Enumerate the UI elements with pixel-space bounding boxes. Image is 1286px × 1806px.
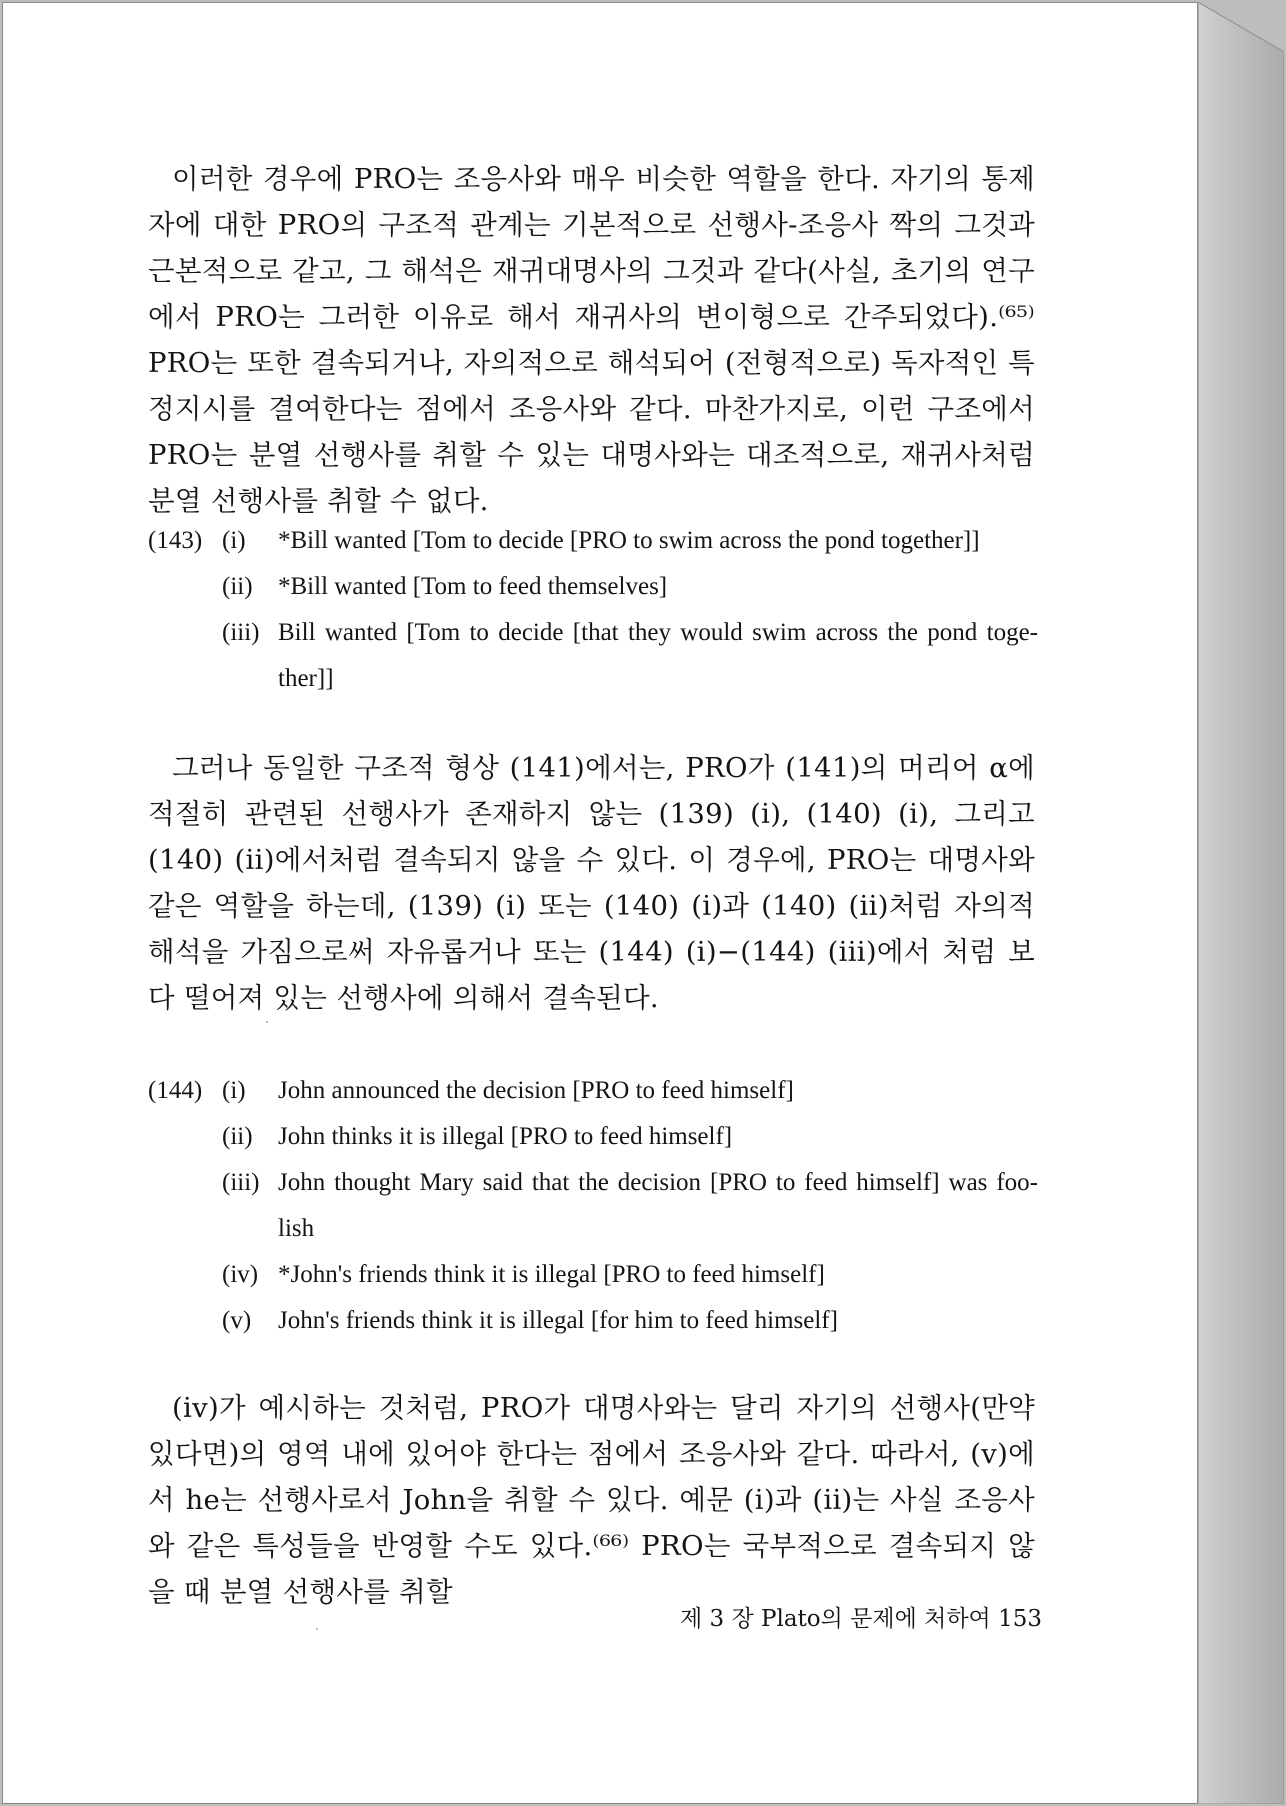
example-143-item-1 bbox=[148, 518, 1038, 564]
example-144 bbox=[148, 1068, 1038, 1344]
example-item-text: John thought Mary said that the decision [PRO to feed himself] was foo-lish bbox=[278, 1169, 1038, 1242]
example-144-item-2 bbox=[148, 1114, 1038, 1160]
example-144-item-3 bbox=[148, 1160, 1038, 1252]
example-item-text: John thinks it is illegal [PRO to feed himself] bbox=[278, 1123, 733, 1150]
example-144-item-5 bbox=[148, 1298, 1038, 1344]
page-footer bbox=[652, 1599, 1042, 1639]
example-143 bbox=[148, 518, 1038, 702]
example-144-item-4 bbox=[148, 1252, 1038, 1298]
print-speck bbox=[266, 1021, 268, 1023]
example-item-label: (ii) bbox=[222, 573, 253, 600]
example-number: (144) bbox=[148, 1077, 203, 1104]
example-143-item-2 bbox=[148, 564, 1038, 610]
page-number: 153 bbox=[998, 1606, 1042, 1632]
example-item-label: (i) bbox=[222, 1077, 246, 1104]
example-item-text: *Bill wanted [Tom to feed themselves] bbox=[278, 573, 668, 600]
example-item-text: John announced the decision [PRO to feed himself] bbox=[278, 1077, 794, 1104]
example-item-text: *Bill wanted [Tom to decide [PRO to swim across the pond together]] bbox=[278, 527, 980, 554]
example-item-label: (i) bbox=[222, 527, 246, 554]
example-item-label: (iv) bbox=[222, 1261, 259, 1288]
running-head: 제 3 장 Plato의 문제에 처하여 bbox=[679, 1606, 991, 1632]
paragraph-3: (iv)가 예시하는 것처럼, PRO가 대명사와는 달리 자기의 선행사(만약 있다면)의 영역 내에 있어야 한다는 점에서 조응사와 같다. 따라서, (v)에서 he는 선행사로서 John을 취할 수 있다. 예문 (i)과 (ii)는 사실 조응사와 같은 특성들을 반영할 수도 있다.⁽⁶⁶⁾ PRO는 국부적으로 결속되지 않을 때 분열 선행사를 취할 bbox=[148, 1392, 1035, 1608]
example-item-text: *John's friends think it is illegal [PRO to feed himself] bbox=[278, 1261, 825, 1288]
paragraph-2: 그러나 동일한 구조적 형상 (141)에서는, PRO가 (141)의 머리어 α에 적절히 관련된 선행사가 존재하지 않는 (139) (i), (140) (i), 그리고 (140) (ii)에서처럼 결속되지 않을 수 있다. 이 경우에, PRO는 대명사와 같은 역할을 하는데, (139) (i) 또는 (140) (i)과 (140) (ii)처럼 자의적 해석을 가짐으로써 자유롭거나 또는 (144) (i)−(144) (iii)에서 처럼 보다 떨어져 있는 선행사에 의해서 결속된다. bbox=[148, 752, 1035, 1014]
example-144-item-1 bbox=[148, 1068, 1038, 1114]
example-item-label: (ii) bbox=[222, 1123, 253, 1150]
example-item-label: (iii) bbox=[222, 1169, 260, 1196]
example-item-label: (v) bbox=[222, 1307, 252, 1334]
example-item-label: (iii) bbox=[222, 619, 260, 646]
paragraph-1: 이러한 경우에 PRO는 조응사와 매우 비슷한 역할을 한다. 자기의 통제자에 대한 PRO의 구조적 관계는 기본적으로 선행사-조응사 짝의 그것과 근본적으로 같고, 그 해석은 재귀대명사의 그것과 같다(사실, 초기의 연구에서 PRO는 그러한 이유로 해서 재귀사의 변이형으로 간주되었다).⁽⁶⁵⁾ PRO는 또한 결속되거나, 자의적으로 해석되어 (전형적으로) 독자적인 특정지시를 결여한다는 점에서 조응사와 같다. 마찬가지로, 이런 구조에서 PRO는 분열 선행사를 취할 수 있는 대명사와는 대조적으로, 재귀사처럼 분열 선행사를 취할 수 없다. bbox=[148, 163, 1035, 517]
example-item-text: Bill wanted [Tom to decide [that they would swim across the pond toge-ther]] bbox=[278, 619, 1038, 692]
print-speck bbox=[316, 1628, 318, 1630]
example-number: (143) bbox=[148, 527, 203, 554]
book-spine bbox=[1198, 2, 1284, 1804]
example-item-text: John's friends think it is illegal [for him to feed himself] bbox=[278, 1307, 838, 1334]
example-143-item-3 bbox=[148, 610, 1038, 702]
